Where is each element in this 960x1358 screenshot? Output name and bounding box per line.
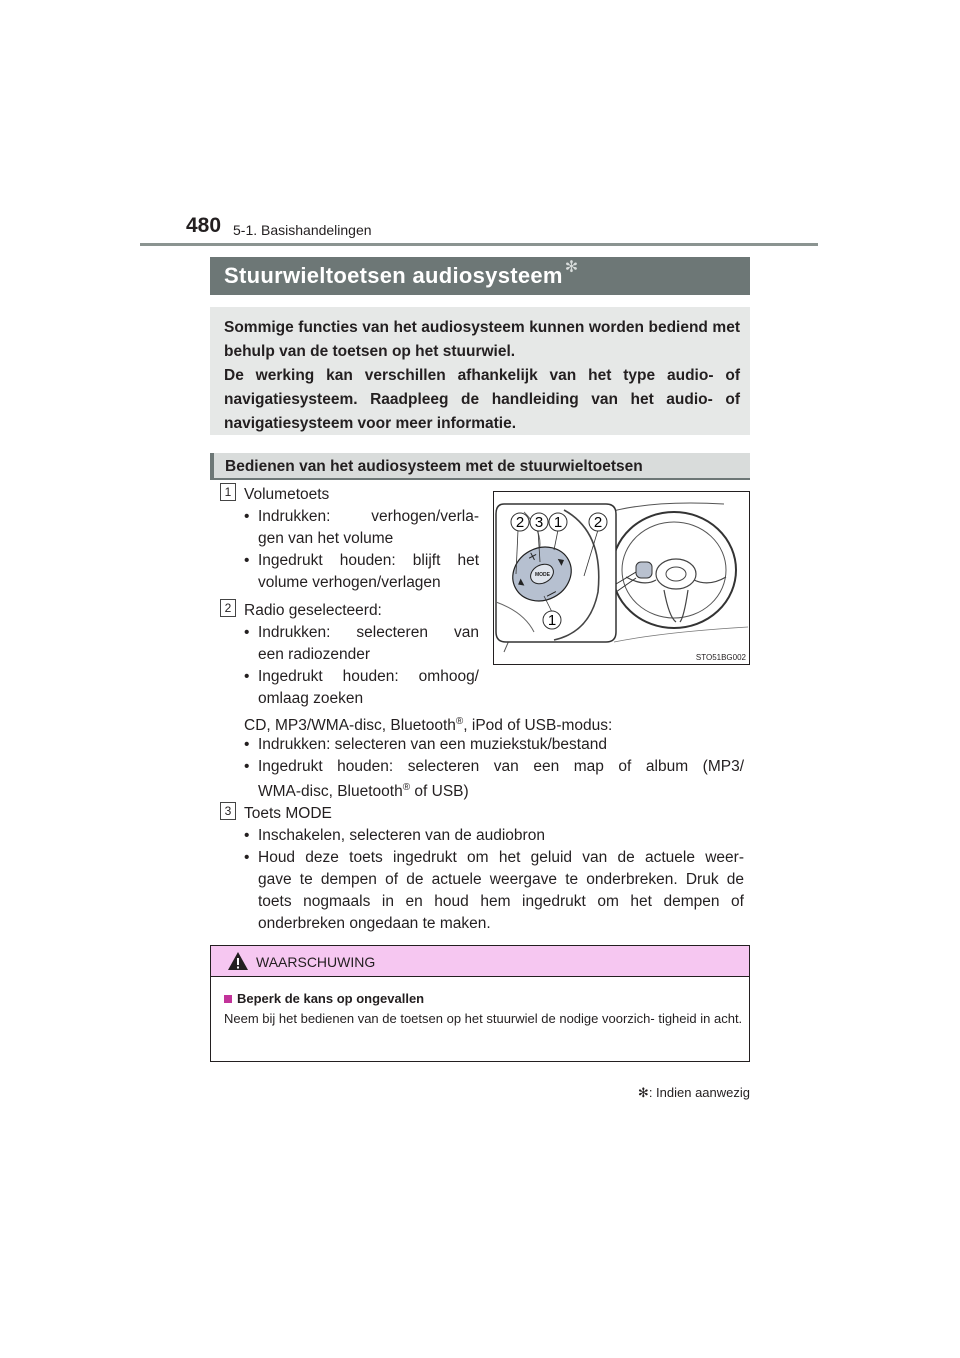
- page-title-text: Stuurwieltoetsen audiosysteem: [224, 263, 563, 288]
- warning-subtitle: [224, 991, 424, 1006]
- intro-paragraph-1: Sommige functies van het audiosysteem kunnen worden bediend met behulp van de toetsen op het stuurwiel.: [224, 319, 740, 360]
- section-label: 5-1. Basishandelingen: [233, 222, 372, 238]
- item-1-title: Volumetoets: [244, 486, 330, 503]
- item-3-bullet-2-line2: gave te dempen of de actuele weergave te onderbreken. Druk de: [258, 871, 744, 888]
- item-2-bullet-2-cont: omlaag zoeken: [258, 690, 364, 707]
- steering-wheel-drawing: [494, 492, 749, 664]
- intro-paragraph-2: De werking kan verschillen afhankelijk van het type audio- of navigatiesysteem. Raadpleeg de handleiding van het audio- of navigatiesysteem voor meer informatie.: [224, 367, 740, 432]
- callout-2-right: 2: [593, 514, 603, 531]
- callout-1-bottom: 1: [547, 612, 557, 629]
- bullet-dot: •: [244, 736, 250, 753]
- item-1-bullet-2-cont: volume verhogen/verlagen: [258, 574, 441, 591]
- bullet-dot: •: [244, 624, 250, 641]
- callout-2-left: 2: [515, 514, 525, 531]
- bullet-dot: •: [244, 849, 250, 866]
- item-2-subtitle-b: , iPod of USB-modus:: [463, 717, 613, 735]
- cont-b: of USB): [410, 783, 469, 801]
- warning-header: [211, 946, 749, 977]
- intro-box: [210, 307, 750, 435]
- bullet-text: Ingedrukt houden: omhoog/: [258, 668, 479, 685]
- bullet-text: Ingedrukt houden: blijft het: [258, 552, 479, 569]
- item-number-3: 3: [220, 802, 236, 820]
- item-2-bullet-1-cont: een radiozender: [258, 646, 371, 663]
- section-subheading: Bedienen van het audiosysteem met de stuurwieltoetsen: [210, 453, 750, 480]
- square-bullet-icon: [224, 995, 232, 1003]
- item-2-sub-bullet-2-cont: [258, 777, 469, 803]
- bullet-text: Ingedrukt houden: selecteren van een map of album (MP3/: [258, 758, 744, 775]
- page-title: [210, 257, 750, 295]
- callout-1-top: 1: [553, 514, 563, 531]
- registered-mark: ®: [402, 782, 411, 793]
- bullet-dot: •: [244, 552, 250, 569]
- bullet-text: Indrukken: selecteren van: [258, 624, 479, 641]
- optional-marker: ✻: [564, 259, 579, 276]
- item-3-title: Toets MODE: [244, 805, 332, 822]
- warning-text: Neem bij het bedienen van de toetsen op het stuurwiel de nodige voorzich- tigheid in acht.: [224, 1011, 743, 1026]
- warning-title: WAARSCHUWING: [256, 954, 376, 970]
- bullet-dot: •: [244, 758, 250, 775]
- registered-mark: ®: [455, 716, 464, 727]
- warning-triangle-icon: [227, 951, 249, 971]
- callout-3: 3: [534, 514, 544, 531]
- bullet-text: Indrukken: selecteren van een muziekstuk/bestand: [258, 736, 607, 753]
- bullet-text: Houd deze toets ingedrukt om het geluid van de actuele weer-: [258, 849, 744, 866]
- bullet-dot: •: [244, 508, 250, 525]
- page-number: 480: [186, 214, 222, 237]
- footnote: [610, 1085, 750, 1101]
- warning-subtitle-text: Beperk de kans op ongevallen: [237, 991, 425, 1006]
- item-number-1: 1: [220, 483, 236, 501]
- steering-wheel-illustration: [493, 491, 750, 665]
- bullet-text: Indrukken: verhogen/verla-: [258, 508, 479, 525]
- figure-code: STO51BG002: [695, 653, 746, 662]
- item-1-bullet-1-cont: gen van het volume: [258, 530, 394, 547]
- item-2-title: Radio geselecteerd:: [244, 602, 382, 619]
- header-divider: [140, 243, 818, 246]
- bullet-dot: •: [244, 827, 250, 844]
- bullet-dot: •: [244, 668, 250, 685]
- footnote-text: : Indien aanwezig: [648, 1085, 750, 1100]
- item-number-2: 2: [220, 599, 236, 617]
- mode-button-label: MODE: [535, 572, 550, 578]
- bullet-text: Inschakelen, selecteren van de audiobron: [258, 827, 545, 844]
- cont-a: WMA-disc, Bluetooth: [258, 783, 403, 801]
- item-2-subtitle-a: CD, MP3/WMA-disc, Bluetooth: [244, 717, 456, 735]
- warning-box: [210, 945, 750, 1062]
- item-3-bullet-2-line4: onderbreken ongedaan te maken.: [258, 915, 491, 932]
- footnote-marker: ✻: [637, 1085, 649, 1100]
- item-3-bullet-2-line3: toets nogmaals in en houd hem ingedrukt om het dempen of: [258, 893, 744, 910]
